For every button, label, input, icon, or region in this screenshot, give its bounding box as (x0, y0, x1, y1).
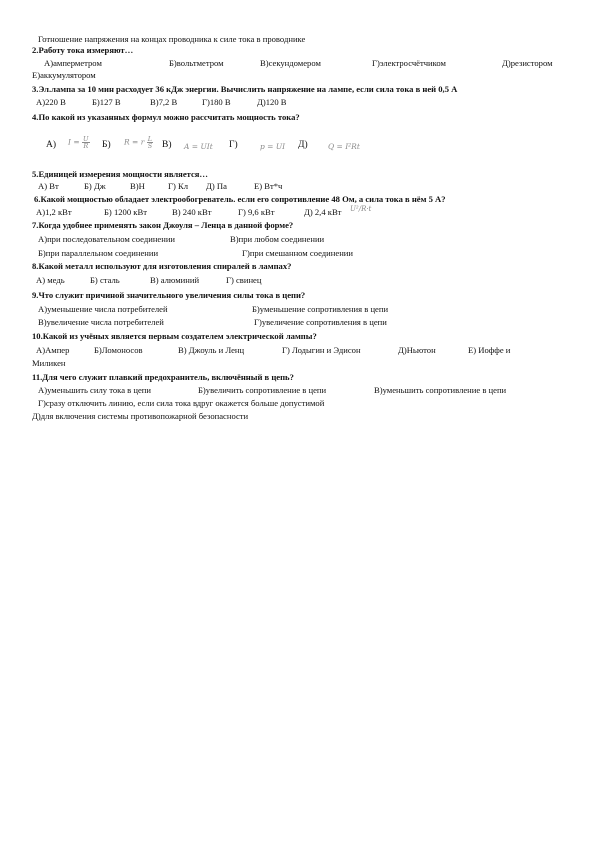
q2-option-f: Е)аккумулятором (32, 70, 96, 80)
q4-label-e: Д) (298, 140, 308, 150)
q4-formula-c: A = UIt (184, 142, 213, 151)
q9-row2 (32, 317, 577, 328)
q8-option-c: В) алюминий (150, 275, 200, 285)
q6-option-c: В) 240 кВт (172, 207, 212, 217)
q9-question: 9.Что служит причиной значительного увеличения силы тока в цепи? (32, 290, 306, 300)
q10-option-f: Е) Иоффе и (468, 345, 511, 355)
q1-answer-tail: Готношение напряжения на концах проводника к силе тока в проводнике (38, 34, 306, 44)
q4-formula-b-denominator: S (147, 142, 153, 150)
q10-options (32, 345, 577, 356)
q3-option-a: А)220 В (36, 97, 66, 107)
q6-options (32, 207, 577, 218)
q4-formula-a (68, 136, 90, 149)
q4-label-d: Г) (229, 140, 238, 150)
q3-option-c: В)7,2 В (150, 97, 178, 107)
q2-option-b: Б)вольтметром (169, 58, 224, 68)
q5-question: 5.Единицей измерения мощности является… (32, 169, 209, 179)
q3-option-b: Б)127 В (92, 97, 121, 107)
q6-option-d: Г) 9,6 кВт (238, 207, 275, 217)
q4-label-c: В) (162, 140, 172, 150)
q4-formula-b-left: R = r (124, 137, 145, 147)
q4-formula-a-fraction (82, 136, 89, 149)
q2-option-e: Д)резистором (502, 58, 553, 68)
q7-question: 7.Когда удобнее применять закон Джоуля – Ленца в данной форме? (32, 220, 294, 230)
q5-option-e: Д) Па (206, 181, 227, 191)
q3-option-e: Д)120 В (257, 97, 287, 107)
q8-question: 8.Какой металл используют для изготовления спиралей в лампах? (32, 261, 292, 271)
q5-option-c: В)Н (130, 181, 145, 191)
q6-formula-fragment: U²/R·t (350, 205, 372, 213)
q4-formula-a-numerator: U (83, 135, 89, 143)
q5-option-f: Е) Вт*ч (254, 181, 283, 191)
q2-options (32, 58, 577, 69)
q8-option-a: А) медь (36, 275, 65, 285)
q8-option-d: Г) свинец (226, 275, 262, 285)
q10-option-f-tail: Миликен (32, 358, 66, 368)
q5-options (32, 181, 577, 192)
q4-question: 4.По какой из указанных формул можно рассчитать мощность тока? (32, 112, 300, 122)
q4-formula-e: Q = I²Rt (328, 142, 360, 151)
q10-option-a: А)Ампер (36, 345, 70, 355)
q9-option-d: Г)увеличение сопротивления в цепи (254, 317, 387, 327)
q11-row1 (32, 385, 577, 396)
q4-formula-b-fraction (147, 136, 153, 149)
q9-option-c: В)увеличение числа потребителей (38, 317, 164, 327)
q7-option-d: Г)при смешанном соединении (242, 248, 353, 258)
q4-label-a: А) (46, 140, 57, 150)
q9-option-a: А)уменьшение числа потребителей (38, 304, 168, 314)
q2-option-a: А)амперметром (44, 58, 102, 68)
q6-option-e: Д) 2,4 кВт (304, 207, 342, 217)
q9-option-b: Б)уменьшение сопротивления в цепи (252, 304, 389, 314)
q5-option-b: Б) Дж (84, 181, 106, 191)
q11-option-c: В)уменьшить сопротивление в цепи (374, 385, 507, 395)
q6-option-b: Б) 1200 кВт (104, 207, 147, 217)
q4-formula-d: p = UI (260, 142, 286, 151)
q7-option-c: В)при любом соединении (230, 234, 325, 244)
q4-formula-a-left: I = (68, 137, 80, 147)
q10-option-c: В) Джоуль и Ленц (178, 345, 245, 355)
q11-option-a: А)уменьшить силу тока в цепи (38, 385, 151, 395)
q2-question: 2.Работу тока измеряют… (32, 45, 134, 55)
q4-formula-row (32, 135, 577, 154)
q7-row2 (32, 248, 577, 259)
q3-option-d: Г)180 В (202, 97, 231, 107)
q10-option-d: Г) Лодыгин и Эдисон (282, 345, 361, 355)
q11-option-b: Б)увеличить сопротивление в цепи (198, 385, 327, 395)
q3-question: 3.Эл.лампа за 10 мин расходует 36 кДж энергии. Вычислить напряжение на лампе, если сила тока в ней 0,5 А (32, 84, 458, 94)
q5-option-a: А) Вт (38, 181, 59, 191)
q4-label-b: Б) (102, 140, 111, 150)
q7-option-a: А)при последовательном соединении (38, 234, 176, 244)
q7-option-b: Б)при параллельном соединении (38, 248, 159, 258)
q2-option-d: Г)электросчётчиком (372, 58, 446, 68)
q6-question: 6.Какой мощностью обладает электрообогреватель. если его сопротивление 48 Ом, а сила тока в нём 5 А? (34, 194, 446, 204)
q8-options (32, 275, 577, 286)
q10-option-b: Б)Ломоносов (94, 345, 143, 355)
q11-question: 11.Для чего служит плавкий предохранитель, включённый в цепь? (32, 372, 294, 382)
q6-option-a: А)1,2 кВт (36, 207, 72, 217)
q10-question: 10.Какой из учёных является первым создателем электрической лампы? (32, 331, 317, 341)
q11-option-d: Г)сразу отключить линию, если сила тока вдруг окажется больше допустимой (38, 398, 325, 408)
q11-option-e: Д)для включения системы противопожарной безопасности (32, 411, 249, 421)
q10-option-e: Д)Ньютон (398, 345, 436, 355)
q5-option-d: Г) Кл (168, 181, 188, 191)
q8-option-b: Б) сталь (90, 275, 120, 285)
q3-options (32, 97, 577, 108)
q4-formula-a-denominator: R (83, 142, 89, 150)
q4-formula-b (124, 136, 153, 149)
q2-option-c: В)секундомером (260, 58, 321, 68)
q7-row1 (32, 234, 577, 245)
q4-formula-b-numerator: L (147, 135, 153, 143)
q9-row1 (32, 304, 577, 315)
